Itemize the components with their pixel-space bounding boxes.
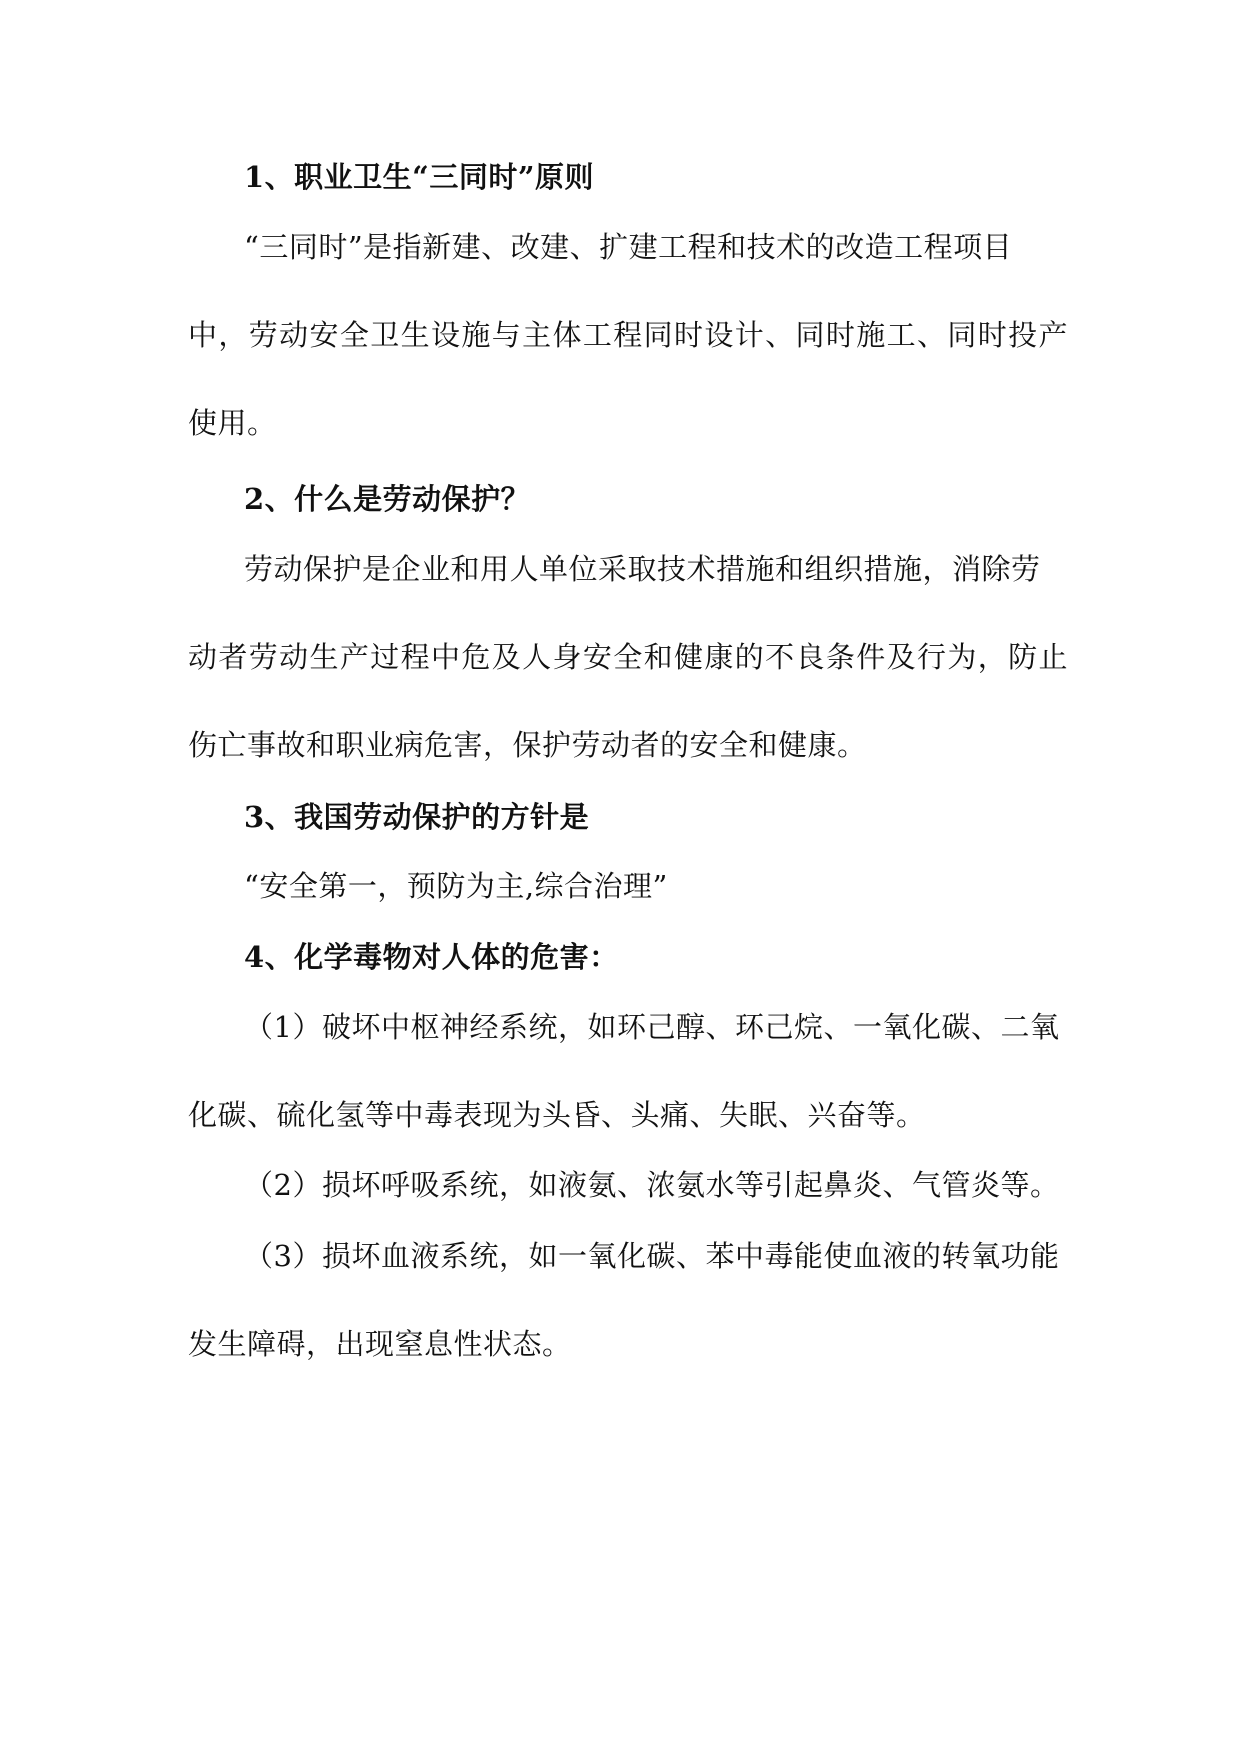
section-4-item-2-line-1: （2）损坏呼吸系统，如液氨、浓氨水等引起鼻炎、气管炎等。	[244, 1168, 1060, 1202]
section-4-item-3-line-1: （3）损坏血液系统，如一氧化碳、苯中毒能使血液的转氧功能	[244, 1239, 1060, 1273]
section-1-heading: 1、职业卫生“三同时”原则	[244, 160, 595, 194]
section-1-line-1: “三同时”是指新建、改建、扩建工程和技术的改造工程项目	[244, 230, 1013, 264]
section-4-item-1-line-1: （1）破坏中枢神经系统，如环己醇、环己烷、一氧化碳、二氧	[244, 1010, 1060, 1044]
section-2-line-2: 动者劳动生产过程中危及人身安全和健康的不良条件及行为，防止	[188, 640, 1068, 674]
section-4-item-3-line-2: 发生障碍，出现窒息性状态。	[188, 1327, 572, 1361]
section-1-line-2: 中，劳动安全卫生设施与主体工程同时设计、同时施工、同时投产	[188, 318, 1068, 352]
section-4-heading: 4、化学毒物对人体的危害：	[244, 940, 619, 974]
section-4-item-1-line-2: 化碳、硫化氢等中毒表现为头昏、头痛、失眠、兴奋等。	[188, 1098, 926, 1132]
section-2-line-1: 劳动保护是企业和用人单位采取技术措施和组织措施，消除劳	[244, 552, 1041, 586]
section-3-line-1: “安全第一，预防为主,综合治理”	[244, 869, 668, 903]
section-2-heading: 2、什么是劳动保护？	[244, 482, 531, 516]
section-2-line-3: 伤亡事故和职业病危害，保护劳动者的安全和健康。	[188, 728, 867, 762]
section-1-line-3: 使用。	[188, 406, 277, 440]
section-3-heading: 3、我国劳动保护的方针是	[244, 800, 590, 834]
